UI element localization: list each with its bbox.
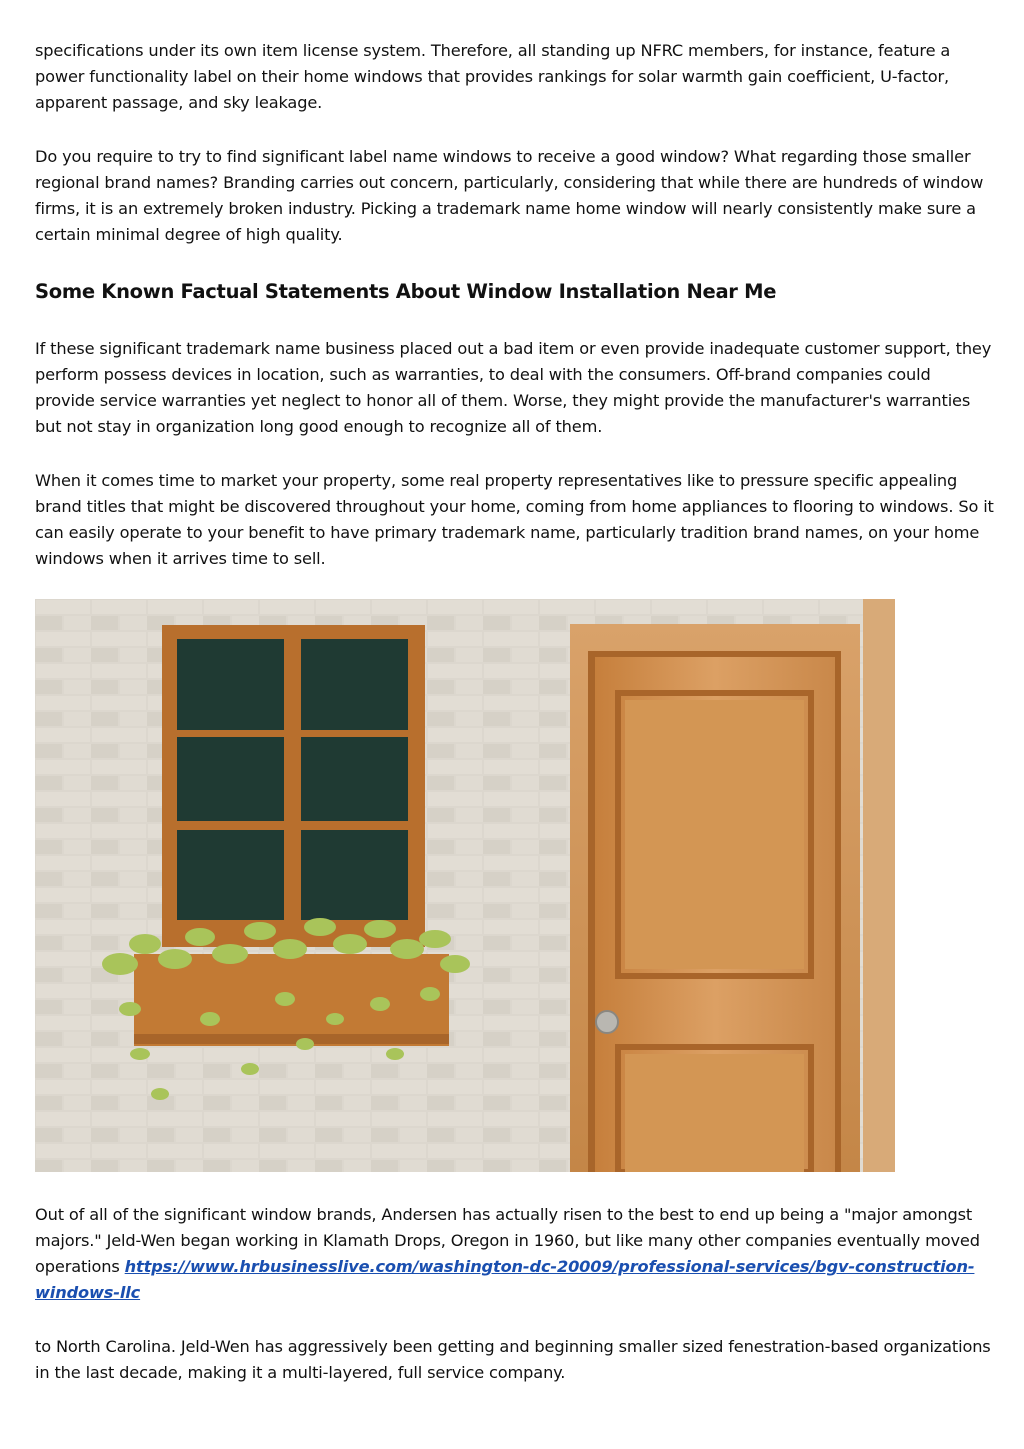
- paragraph-andersen: [35, 1202, 995, 1306]
- paragraph-selling: When it comes time to market your property, some real property representatives like to pressure specific appealing brand titles that might be discovered throughout your home, coming from home appliances to flooring to windows. So it can easily operate to your benefit to have primary trademark name, particularly tradition brand names, on your home windows when it arrives time to sell.: [35, 471, 994, 568]
- source-link[interactable]: https://www.hrbusinesslive.com/washington-dc-20009/professional-services/bgv-construction-windows-llc: [35, 1257, 975, 1302]
- paragraph-andersen-text: Out of all of the significant window brands, Andersen has actually risen to the best to end up being a "major amongst majors." Jeld-Wen began working in Klamath Drops, Oregon in 1960, but like many other companies eventually moved operations: [35, 1205, 980, 1276]
- window: [162, 625, 425, 947]
- section-heading: Some Known Factual Statements About Window Installation Near Me: [35, 280, 777, 303]
- photo-illustration: [35, 599, 895, 1172]
- door-knob: [596, 1011, 618, 1033]
- window-door-photo: [35, 599, 895, 1172]
- paragraph-north-carolina: to North Carolina. Jeld-Wen has aggressively been getting and beginning smaller sized fenestration-based organizations in the last decade, making it a multi-layered, full service company.: [35, 1337, 991, 1382]
- paragraph-warranties: If these significant trademark name business placed out a bad item or even provide inadequate customer support, they perform possess devices in location, such as warranties, to deal with the consumers. Off-brand companies could provide service warranties yet neglect to honor all of them. Worse, they might provide the manufacturer's warranties but not stay in organization long good enough to recognize all of them.: [35, 339, 992, 436]
- door: [570, 599, 895, 1172]
- paragraph-nfrc: specifications under its own item license system. Therefore, all standing up NFRC members, for instance, feature a power functionality label on their home windows that provides rankings for solar warmth gain coefficient, U-factor, apparent passage, and sky leakage.: [35, 41, 951, 112]
- paragraph-brand-names: Do you require to try to find significant label name windows to receive a good window? What regarding those smaller regional brand names? Branding carries out concern, particularly, considering that while there are hundreds of window firms, it is an extremely broken industry. Picking a trademark name home window will nearly consistently make sure a certain minimal degree of high quality.: [35, 147, 984, 244]
